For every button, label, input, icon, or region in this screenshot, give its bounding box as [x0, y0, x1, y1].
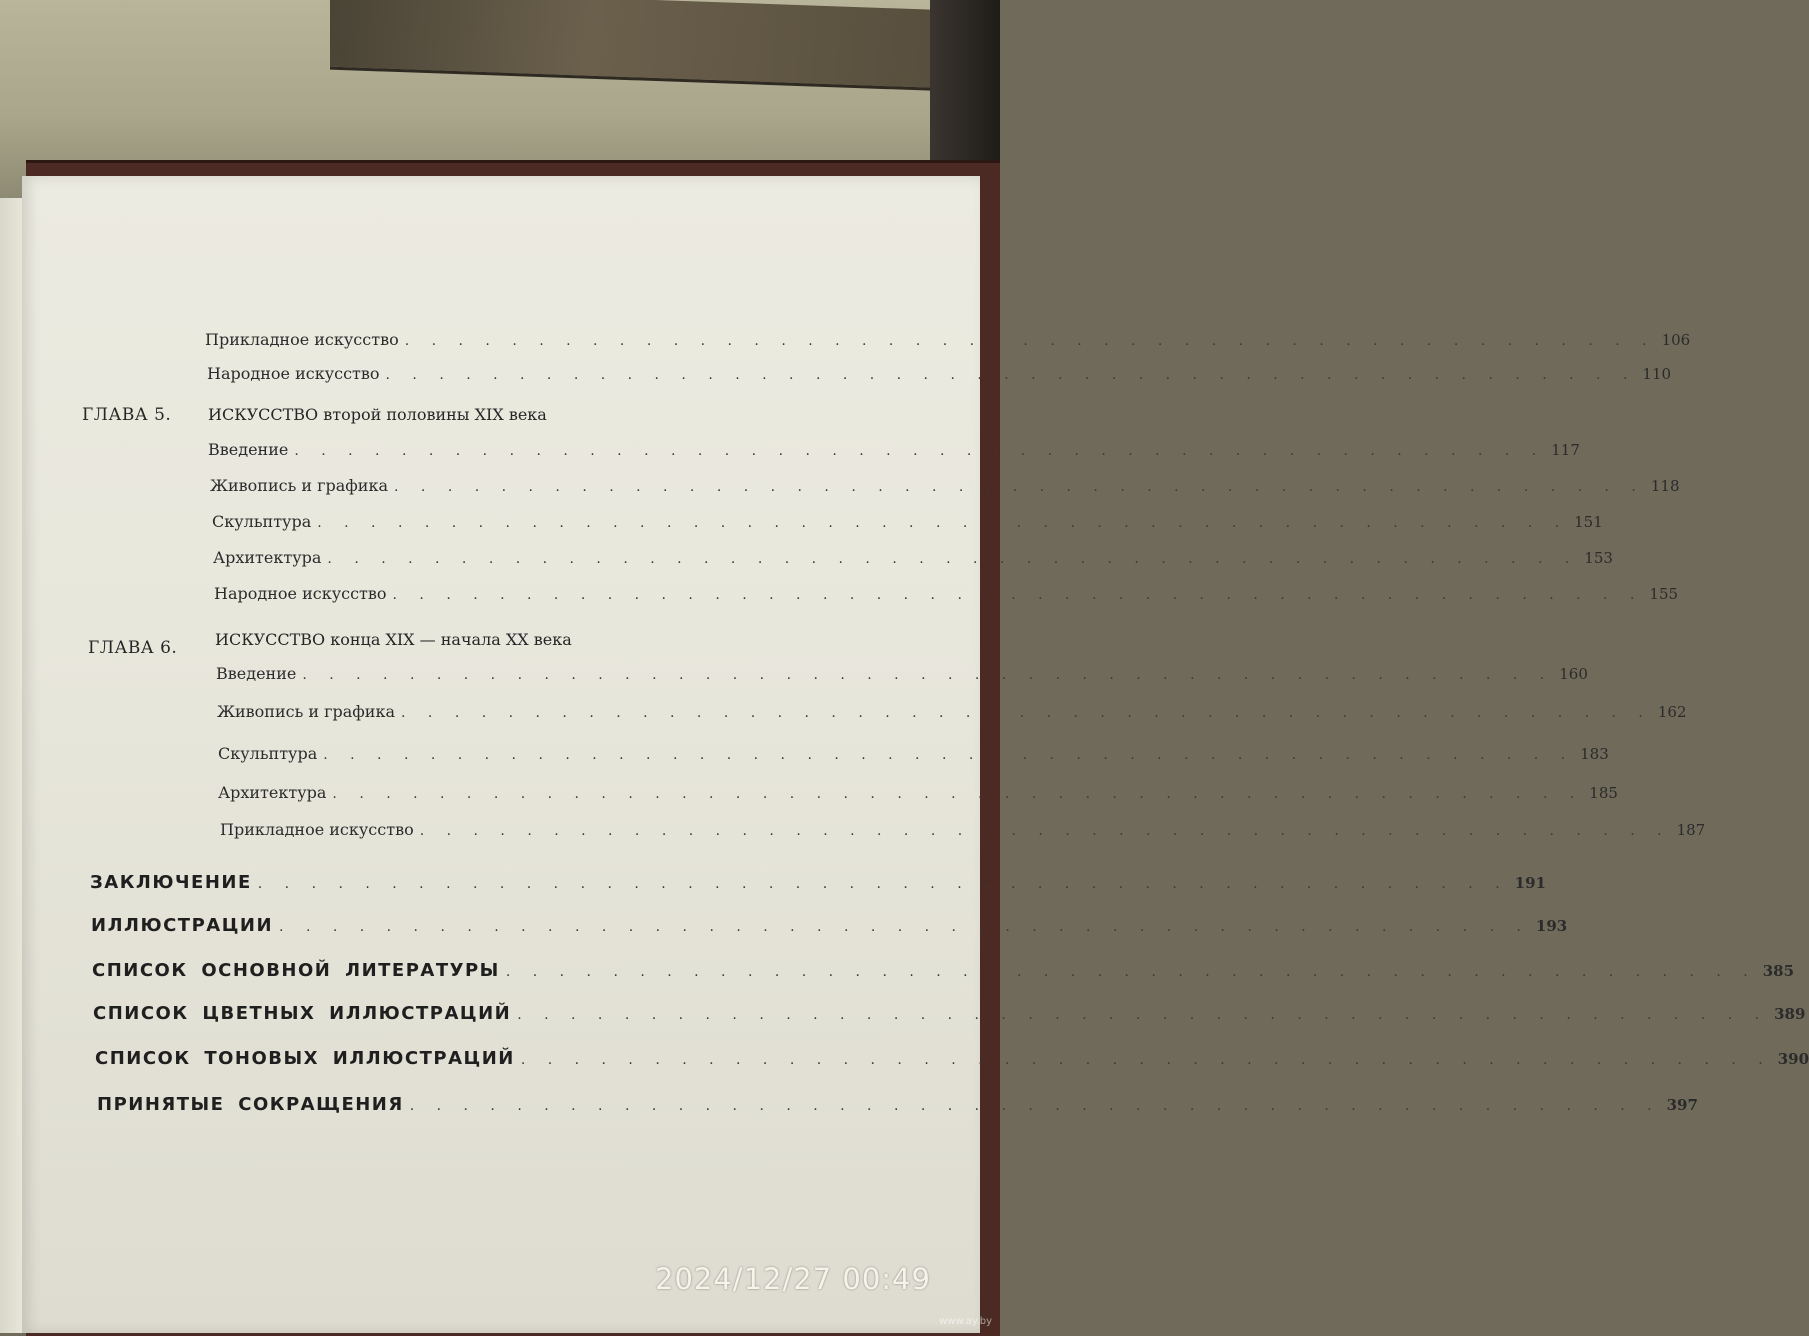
toc-entry-label: Прикладное искусство [205, 330, 399, 349]
leader-dots: . . . . . . . . . . . . . . . . . . . . . . . . . . . . . . . . . . . . . . . . . . . . . . . [419, 823, 1671, 839]
chapter-title: ИСКУССТВО второй половины XIX века [208, 405, 547, 424]
chapter-label: ГЛАВА 5. [82, 405, 172, 425]
toc-entry-page: 106 [1661, 331, 1691, 349]
photo-timestamp: 2024/12/27 00:49 [655, 1262, 931, 1296]
toc-entry-label: СПИСОК ОСНОВНОЙ ЛИТЕРАТУРЫ [92, 960, 500, 981]
leader-dots: . . . . . . . . . . . . . . . . . . . . . . . . . . . . . . . . . . . . . . . . . . . . . . . [385, 367, 1637, 383]
toc-entry [92, 960, 1795, 981]
toc-entry [213, 548, 1613, 567]
toc-entry-page: 397 [1666, 1096, 1698, 1114]
leader-dots: . . . . . . . . . . . . . . . . . . . . . . . . . . . . . . . . . . . . . . . . . . . . . . . [257, 876, 1509, 892]
leader-dots: . . . . . . . . . . . . . . . . . . . . . . . . . . . . . . . . . . . . . . . . . . . . . . . [401, 705, 1652, 721]
toc-entry [212, 512, 1603, 531]
toc-entry [90, 872, 1546, 893]
toc-entry-label: Народное искусство [207, 364, 380, 383]
toc-entry-page: 390 [1777, 1050, 1809, 1068]
toc-entry [216, 664, 1588, 683]
toc-entry [218, 744, 1609, 763]
leader-dots: . . . . . . . . . . . . . . . . . . . . . . . . . . . . . . . . . . . . . . . . . . . . . . . [392, 587, 1644, 603]
toc-entry-label: Введение [208, 440, 289, 459]
toc-entry-page: 183 [1580, 745, 1609, 763]
toc-entry-page: 160 [1559, 665, 1588, 683]
toc-entry-label: Живопись и графика [210, 476, 389, 495]
chapter-title: ИСКУССТВО конца XIX — начала XX века [215, 630, 572, 649]
toc-entry-label: Прикладное искусство [220, 820, 414, 839]
toc-entry-page: 185 [1589, 784, 1618, 802]
toc-entry-page: 193 [1535, 917, 1568, 935]
toc-entry-page: 191 [1514, 874, 1546, 892]
toc-entry-label: СПИСОК ТОНОВЫХ ИЛЛЮСТРАЦИЙ [95, 1048, 515, 1069]
leader-dots: . . . . . . . . . . . . . . . . . . . . . . . . . . . . . . . . . . . . . . . . . . . . . . . [323, 747, 1575, 763]
toc-entry-page: 155 [1649, 585, 1679, 603]
leader-dots: . . . . . . . . . . . . . . . . . . . . . . . . . . . . . . . . . . . . . . . . . . . . . . . [517, 1007, 1769, 1023]
toc-entry-label: Архитектура [213, 548, 322, 567]
toc-entry [218, 783, 1618, 802]
toc-entry-label: ЗАКЛЮЧЕНИЕ [90, 872, 252, 893]
leader-dots: . . . . . . . . . . . . . . . . . . . . . . . . . . . . . . . . . . . . . . . . . . . . . . . [394, 479, 1645, 495]
leader-dots: . . . . . . . . . . . . . . . . . . . . . . . . . . . . . . . . . . . . . . . . . . . . . . . [409, 1098, 1661, 1114]
leader-dots: . . . . . . . . . . . . . . . . . . . . . . . . . . . . . . . . . . . . . . . . . . . . . . . [279, 919, 1530, 935]
leader-dots: . . . . . . . . . . . . . . . . . . . . . . . . . . . . . . . . . . . . . . . . . . . . . . . [302, 667, 1554, 683]
toc-entry [95, 1048, 1809, 1069]
leader-dots: . . . . . . . . . . . . . . . . . . . . . . . . . . . . . . . . . . . . . . . . . . . . . . . [404, 333, 1656, 349]
toc-entry [214, 584, 1679, 603]
leader-dots: . . . . . . . . . . . . . . . . . . . . . . . . . . . . . . . . . . . . . . . . . . . . . . . [317, 515, 1569, 531]
toc-entry [91, 915, 1568, 936]
toc-entry-page: 117 [1551, 441, 1580, 459]
toc-entry [208, 440, 1580, 459]
toc-entry-label: ПРИНЯТЫЕ СОКРАЩЕНИЯ [97, 1094, 404, 1115]
toc-entry [205, 330, 1691, 349]
toc-entry-label: Введение [216, 664, 297, 683]
leader-dots: . . . . . . . . . . . . . . . . . . . . . . . . . . . . . . . . . . . . . . . . . . . . . . . [327, 551, 1579, 567]
leader-dots: . . . . . . . . . . . . . . . . . . . . . . . . . . . . . . . . . . . . . . . . . . . . . . . [294, 443, 1546, 459]
toc-entry-page: 385 [1762, 962, 1795, 980]
toc-entry [97, 1094, 1698, 1115]
toc-entry-label: Скульптура [212, 512, 312, 531]
toc-entry-page: 187 [1676, 821, 1706, 839]
toc-entry-label: СПИСОК ЦВЕТНЫХ ИЛЛЮСТРАЦИЙ [93, 1003, 512, 1024]
site-watermark: www.ay.by [939, 1316, 992, 1327]
leader-dots: . . . . . . . . . . . . . . . . . . . . . . . . . . . . . . . . . . . . . . . . . . . . . . . [505, 964, 1757, 980]
toc-entry-label: Скульптура [218, 744, 318, 763]
toc-entry-page: 118 [1650, 477, 1680, 495]
toc-entry [210, 476, 1680, 495]
toc-entry-page: 151 [1574, 513, 1603, 531]
toc-entry-label: Живопись и графика [217, 702, 396, 721]
chapter-label: ГЛАВА 6. [88, 638, 178, 658]
toc-entry [217, 702, 1687, 721]
toc-entry-page: 389 [1774, 1005, 1806, 1023]
toc-entry [207, 364, 1672, 383]
leader-dots: . . . . . . . . . . . . . . . . . . . . . . . . . . . . . . . . . . . . . . . . . . . . . . . [332, 786, 1584, 802]
toc-entry [220, 820, 1706, 839]
toc-entry-label: Народное искусство [214, 584, 387, 603]
toc-entry-page: 153 [1584, 549, 1613, 567]
toc-entry-label: ИЛЛЮСТРАЦИИ [91, 915, 274, 936]
toc-entry-page: 110 [1642, 365, 1672, 383]
toc-entry [93, 1003, 1806, 1024]
toc-entry-label: Архитектура [218, 783, 327, 802]
leader-dots: . . . . . . . . . . . . . . . . . . . . . . . . . . . . . . . . . . . . . . . . . . . . . . . [520, 1052, 1772, 1068]
toc-entry-page: 162 [1657, 703, 1687, 721]
